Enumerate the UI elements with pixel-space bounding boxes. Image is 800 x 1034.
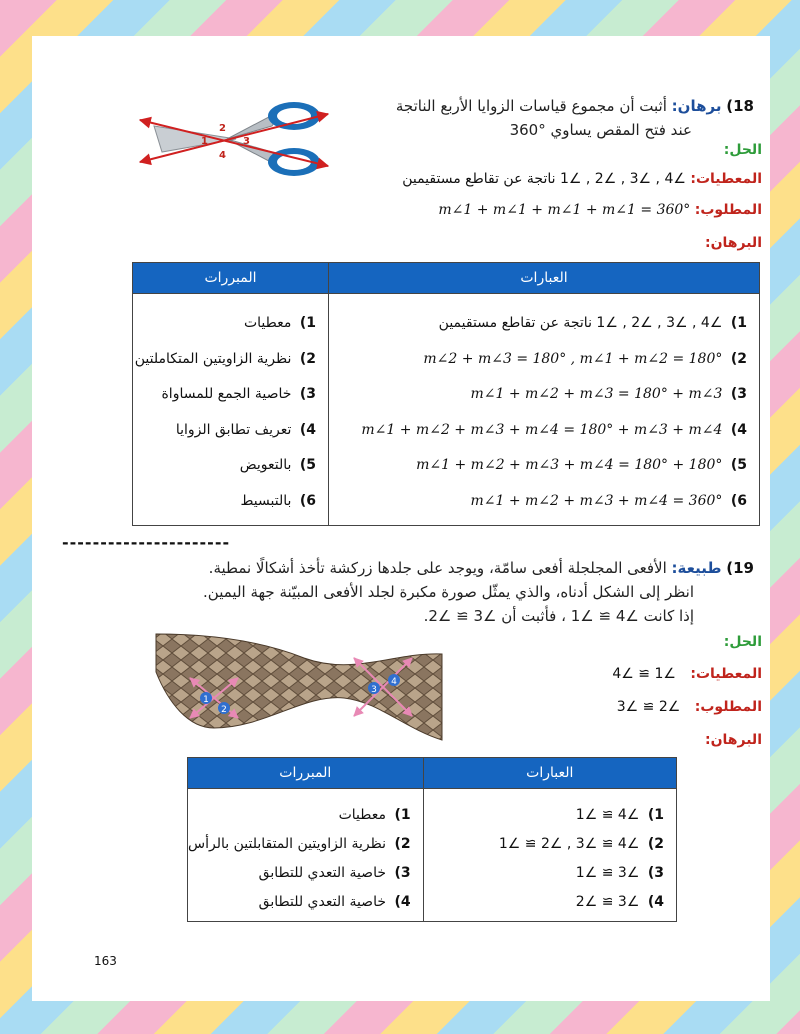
problem-19-given	[612, 666, 762, 682]
problem-19-given-label: المعطيات:	[690, 666, 762, 682]
section-separator: ----------------------	[62, 533, 231, 552]
problem-18-text-line2: عند فتح المقص يساوي °360	[509, 121, 692, 139]
problem-18-solution-label: الحل:	[723, 142, 762, 158]
proof-18-statement-row: 3) m∠1 + m∠2 + m∠3 = 180° + m∠3	[470, 386, 747, 402]
scissors-label-1: 1	[201, 136, 208, 147]
problem-18-given	[402, 171, 762, 187]
proof-19-reasons-column	[188, 789, 424, 922]
worksheet-page	[32, 36, 770, 1001]
problem-19-required-text: ∠2 ≅ ∠3	[616, 699, 681, 715]
proof-18-reasons-header: المبررات	[133, 263, 329, 294]
scissors-figure	[132, 92, 332, 186]
scissors-label-4: 4	[219, 150, 226, 161]
problem-19-text-line1: الأفعى المجلجلة أفعى سامّة، ويوجد على جلدها زركشة تأخذ أشكالًا نمطية.	[208, 559, 667, 577]
proof-19-statement-row: 3) ∠3 ≅ ∠1	[575, 865, 664, 881]
proof-19-statements-header: العبارات	[423, 758, 676, 789]
problem-19-header	[54, 556, 754, 628]
problem-18-given-text: ∠4 , ∠3 , ∠2 , ∠1 ناتجة عن تقاطع مستقيمين	[402, 171, 686, 187]
proof-19-reason-row: 3) خاصية التعدي للتطابق	[258, 865, 411, 881]
problem-18-proof-table	[132, 262, 760, 526]
proof-18-statements-column	[329, 294, 760, 526]
proof-18-statements-header: العبارات	[329, 263, 760, 294]
page-number: 163	[94, 954, 117, 968]
snake-label-1: 1	[203, 695, 209, 705]
snake-skin-figure	[154, 632, 444, 744]
proof-19-reason-row: 4) خاصية التعدي للتطابق	[258, 894, 411, 910]
proof-18-reason-row: 4) تعريف تطابق الزوايا	[175, 421, 316, 438]
proof-19-statement-row: 4) ∠3 ≅ ∠2	[575, 894, 664, 910]
problem-19-required-label: المطلوب:	[694, 699, 762, 715]
problem-18-tag: برهان:	[671, 97, 722, 115]
scissors-label-3: 3	[243, 136, 250, 147]
problem-18-required	[438, 202, 762, 218]
proof-19-statements-column	[423, 789, 676, 922]
proof-18-statement-row: 2) m∠2 + m∠3 = 180° , m∠1 + m∠2 = 180°	[423, 350, 747, 367]
problem-18-required-math: m∠1 + m∠1 + m∠1 + m∠1 = 360°	[438, 202, 691, 218]
problem-19-required	[617, 699, 762, 715]
problem-19-number: 19)	[726, 559, 754, 577]
proof-19-reason-row: 2) نظرية الزاويتين المتقابلتين بالرأس	[188, 836, 411, 852]
problem-18-proof-label: البرهان:	[705, 235, 762, 251]
problem-19-solution-label: الحل:	[723, 634, 762, 650]
proof-18-reason-row: 5) بالتعويض	[239, 457, 316, 473]
proof-19-statement-row: 1) ∠4 ≅ ∠1	[575, 807, 664, 823]
snake-label-2: 2	[221, 705, 227, 715]
problem-19-text-line2: انظر إلى الشكل أدناه، والذي يمثّل صورة مكبرة لجلد الأفعى المبيّنة جهة اليمين.	[203, 583, 694, 601]
proof-18-statement-row: 1) ∠4 , ∠3 , ∠2 , ∠1 ناتجة عن تقاطع مستقيمين	[438, 315, 747, 331]
snake-label-3: 3	[371, 685, 377, 695]
problem-19-text-line3: إذا كانت ∠4 ≅ ∠1 ، فأثبت أن ∠3 ≅ ∠2.	[423, 607, 694, 625]
proof-18-statement-row: 6) m∠1 + m∠2 + m∠3 + m∠4 = 360°	[470, 492, 747, 509]
proof-18-reason-row: 1) معطيات	[243, 315, 316, 331]
proof-18-reason-row: 6) بالتبسيط	[240, 492, 316, 509]
problem-19-proof-label: البرهان:	[705, 732, 762, 748]
proof-18-reason-row: 2) نظرية الزاويتين المتكاملتين	[134, 350, 316, 367]
proof-18-reason-row: 3) خاصية الجمع للمساواة	[161, 386, 316, 402]
proof-18-statement-row: 5) m∠1 + m∠2 + m∠3 + m∠4 = 180° + 180°	[416, 457, 747, 473]
problem-18-text-line1: أثبت أن مجموع قياسات الزوايا الأربع الناتجة	[395, 97, 667, 115]
problem-19-tag: طبيعة:	[671, 559, 722, 577]
problem-18-required-label: المطلوب:	[694, 202, 762, 218]
scissors-label-2: 2	[219, 123, 226, 134]
problem-18-given-label: المعطيات:	[690, 171, 762, 187]
proof-19-statement-row: 2) ∠4 ≅ ∠3 , ∠2 ≅ ∠1	[498, 836, 664, 852]
snake-label-4: 4	[391, 677, 397, 687]
proof-18-reasons-column	[133, 294, 329, 526]
problem-18-number: 18)	[726, 97, 754, 115]
problem-19-proof-table	[187, 757, 677, 922]
proof-19-reason-row: 1) معطيات	[338, 807, 411, 823]
proof-18-statement-row: 4) m∠1 + m∠2 + m∠3 + m∠4 = 180° + m∠3 + m∠4	[361, 421, 747, 438]
problem-19-given-text: ∠1 ≅ ∠4	[612, 666, 676, 682]
proof-19-reasons-header: المبررات	[188, 758, 424, 789]
